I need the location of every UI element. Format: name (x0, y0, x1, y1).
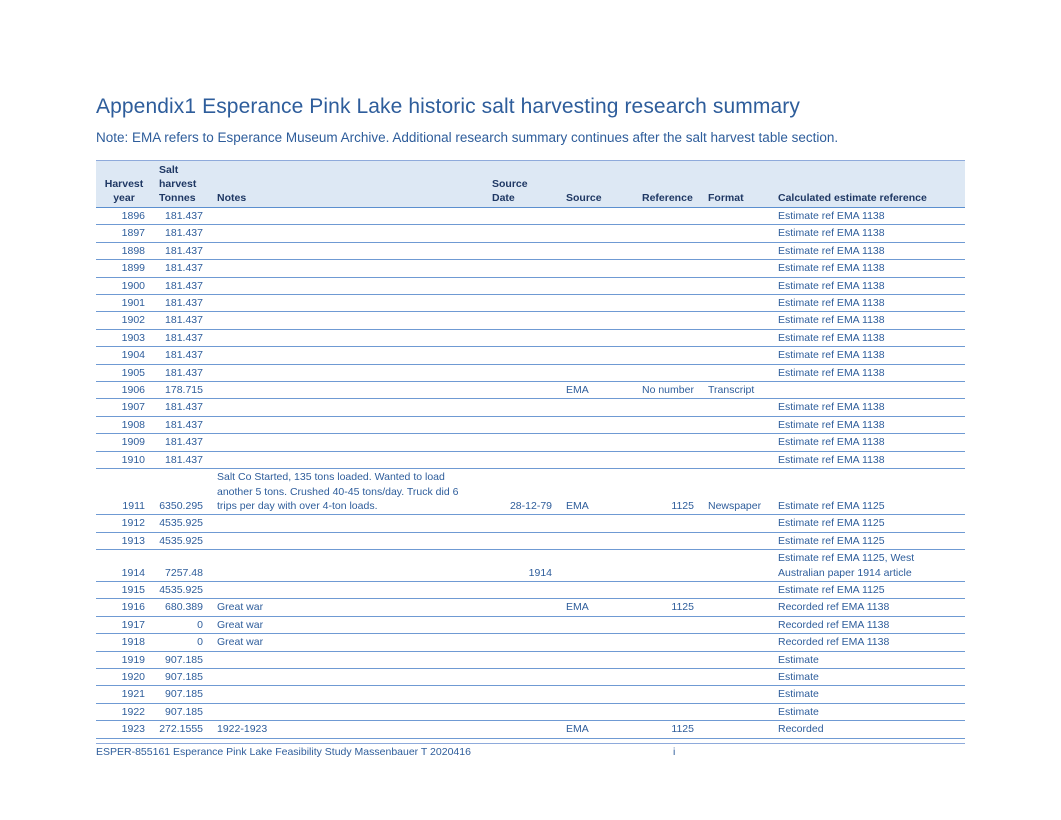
cell-source: EMA (559, 382, 635, 399)
cell-tonnes: 178.715 (152, 382, 210, 399)
cell-year: 1921 (96, 686, 152, 703)
cell-year: 1909 (96, 434, 152, 451)
cell-year: 1896 (96, 208, 152, 225)
cell-reference (635, 668, 701, 685)
cell-source-date (485, 434, 559, 451)
page-title: Appendix1 Esperance Pink Lake historic salt harvesting research summary (96, 95, 800, 118)
cell-source (559, 295, 635, 312)
cell-estimate-ref: Estimate ref EMA 1138 (771, 416, 965, 433)
cell-estimate-ref: Estimate ref EMA 1138 (771, 399, 965, 416)
cell-source (559, 312, 635, 329)
cell-format (701, 532, 771, 549)
table-row (96, 242, 965, 259)
cell-source-date (485, 451, 559, 468)
cell-estimate-ref: Recorded ref EMA 1138 (771, 599, 965, 616)
table-row (96, 277, 965, 294)
cell-year: 1906 (96, 382, 152, 399)
table-row (96, 451, 965, 468)
cell-source-date (485, 347, 559, 364)
cell-tonnes: 4535.925 (152, 515, 210, 532)
cell-estimate-ref: Estimate ref EMA 1138 (771, 277, 965, 294)
cell-year: 1910 (96, 451, 152, 468)
cell-source (559, 515, 635, 532)
cell-source-date (485, 329, 559, 346)
cell-format (701, 434, 771, 451)
cell-source (559, 651, 635, 668)
cell-source-date (485, 581, 559, 598)
cell-format: Transcript (701, 382, 771, 399)
cell-source (559, 416, 635, 433)
table-row (96, 225, 965, 242)
table-row (96, 599, 965, 616)
cell-tonnes: 7257.48 (152, 550, 210, 582)
note-text: Note: EMA refers to Esperance Museum Archive. Additional research summary continues after the salt harvest table section. (96, 130, 839, 145)
cell-reference (635, 329, 701, 346)
cell-source (559, 616, 635, 633)
table-row (96, 382, 965, 399)
table-row (96, 347, 965, 364)
cell-notes (210, 451, 485, 468)
cell-notes (210, 532, 485, 549)
table-row (96, 434, 965, 451)
cell-estimate-ref: Recorded ref EMA 1138 (771, 616, 965, 633)
cell-source (559, 581, 635, 598)
cell-year: 1914 (96, 550, 152, 582)
cell-estimate-ref: Estimate ref EMA 1138 (771, 242, 965, 259)
footer-page-number: i (673, 746, 676, 758)
cell-source-date (485, 651, 559, 668)
cell-notes: Salt Co Started, 135 tons loaded. Wanted to load another 5 tons. Crushed 40-45 tons/day. Truck did 6 trips per day with over 4-ton loads. (210, 469, 485, 515)
cell-format (701, 651, 771, 668)
table-row (96, 399, 965, 416)
cell-format (701, 364, 771, 381)
cell-estimate-ref: Estimate (771, 686, 965, 703)
cell-source (559, 242, 635, 259)
cell-source-date (485, 532, 559, 549)
cell-notes (210, 347, 485, 364)
cell-format (701, 668, 771, 685)
table-row (96, 634, 965, 651)
cell-year: 1912 (96, 515, 152, 532)
cell-source: EMA (559, 469, 635, 515)
cell-format (701, 599, 771, 616)
cell-notes (210, 581, 485, 598)
cell-year: 1923 (96, 721, 152, 738)
cell-format (701, 581, 771, 598)
cell-source (559, 634, 635, 651)
cell-format (701, 277, 771, 294)
cell-format: Newspaper (701, 469, 771, 515)
cell-source (559, 364, 635, 381)
col-header-format: Format (701, 161, 771, 208)
cell-source-date (485, 242, 559, 259)
cell-format (701, 686, 771, 703)
table-row (96, 469, 965, 515)
cell-estimate-ref: Estimate ref EMA 1138 (771, 329, 965, 346)
cell-notes: 1922-1923 (210, 721, 485, 738)
cell-year: 1901 (96, 295, 152, 312)
cell-notes (210, 329, 485, 346)
cell-source (559, 225, 635, 242)
cell-notes (210, 242, 485, 259)
cell-year: 1915 (96, 581, 152, 598)
cell-source (559, 703, 635, 720)
cell-estimate-ref: Estimate ref EMA 1138 (771, 295, 965, 312)
cell-reference (635, 581, 701, 598)
cell-tonnes: 4535.925 (152, 532, 210, 549)
cell-reference (635, 434, 701, 451)
cell-reference: 1125 (635, 469, 701, 515)
cell-notes (210, 382, 485, 399)
cell-notes (210, 434, 485, 451)
cell-notes (210, 399, 485, 416)
cell-reference (635, 242, 701, 259)
cell-notes: Great war (210, 616, 485, 633)
col-header-estimate-ref: Calculated estimate reference (771, 161, 965, 208)
cell-notes (210, 686, 485, 703)
cell-year: 1918 (96, 634, 152, 651)
cell-reference (635, 208, 701, 225)
cell-format (701, 721, 771, 738)
cell-notes (210, 668, 485, 685)
table-row (96, 651, 965, 668)
cell-reference (635, 515, 701, 532)
cell-year: 1919 (96, 651, 152, 668)
table-row (96, 686, 965, 703)
cell-reference (635, 364, 701, 381)
cell-year: 1900 (96, 277, 152, 294)
cell-reference (635, 532, 701, 549)
footer-divider (96, 743, 965, 744)
table-row (96, 532, 965, 549)
cell-source-date (485, 668, 559, 685)
cell-source-date (485, 260, 559, 277)
table-row (96, 416, 965, 433)
table-row (96, 703, 965, 720)
cell-source (559, 451, 635, 468)
table-row (96, 329, 965, 346)
cell-notes (210, 515, 485, 532)
cell-year: 1916 (96, 599, 152, 616)
col-header-reference: Reference (635, 161, 701, 208)
cell-year: 1913 (96, 532, 152, 549)
table-row (96, 364, 965, 381)
cell-reference (635, 277, 701, 294)
cell-reference (635, 260, 701, 277)
cell-format (701, 550, 771, 582)
table-row (96, 721, 965, 738)
cell-notes: Great war (210, 634, 485, 651)
cell-source: EMA (559, 721, 635, 738)
cell-reference (635, 703, 701, 720)
cell-tonnes: 181.437 (152, 364, 210, 381)
cell-tonnes: 181.437 (152, 312, 210, 329)
cell-tonnes: 680.389 (152, 599, 210, 616)
cell-source (559, 329, 635, 346)
cell-source-date (485, 515, 559, 532)
cell-year: 1922 (96, 703, 152, 720)
cell-reference (635, 451, 701, 468)
cell-year: 1908 (96, 416, 152, 433)
cell-source (559, 347, 635, 364)
cell-source (559, 550, 635, 582)
cell-notes (210, 416, 485, 433)
cell-tonnes: 0 (152, 616, 210, 633)
cell-source-date (485, 634, 559, 651)
cell-notes (210, 295, 485, 312)
cell-reference (635, 616, 701, 633)
cell-source (559, 434, 635, 451)
cell-source-date: 1914 (485, 550, 559, 582)
cell-tonnes: 181.437 (152, 208, 210, 225)
cell-source-date (485, 416, 559, 433)
cell-source-date (485, 721, 559, 738)
table-row (96, 668, 965, 685)
col-header-source-date: Source Date (485, 161, 559, 208)
cell-estimate-ref: Estimate ref EMA 1138 (771, 260, 965, 277)
cell-tonnes: 907.185 (152, 703, 210, 720)
cell-tonnes: 181.437 (152, 347, 210, 364)
cell-estimate-ref: Estimate (771, 703, 965, 720)
table-row (96, 260, 965, 277)
cell-source-date: 28-12-79 (485, 469, 559, 515)
cell-reference (635, 686, 701, 703)
cell-estimate-ref: Recorded ref EMA 1138 (771, 634, 965, 651)
cell-reference (635, 347, 701, 364)
cell-estimate-ref: Recorded (771, 721, 965, 738)
cell-source-date (485, 312, 559, 329)
col-header-year: Harvest year (96, 161, 152, 208)
cell-tonnes: 907.185 (152, 651, 210, 668)
cell-year: 1902 (96, 312, 152, 329)
cell-format (701, 616, 771, 633)
cell-notes (210, 550, 485, 582)
cell-estimate-ref: Estimate ref EMA 1138 (771, 347, 965, 364)
table-row (96, 616, 965, 633)
cell-tonnes: 181.437 (152, 434, 210, 451)
salt-harvest-table (96, 160, 965, 739)
cell-format (701, 295, 771, 312)
cell-reference (635, 312, 701, 329)
cell-format (701, 416, 771, 433)
cell-notes (210, 277, 485, 294)
cell-tonnes: 272.1555 (152, 721, 210, 738)
cell-estimate-ref: Estimate ref EMA 1125 (771, 515, 965, 532)
cell-source (559, 532, 635, 549)
table-row (96, 208, 965, 225)
cell-reference (635, 634, 701, 651)
cell-estimate-ref: Estimate (771, 668, 965, 685)
cell-notes (210, 225, 485, 242)
cell-notes (210, 651, 485, 668)
table-row (96, 581, 965, 598)
cell-tonnes: 181.437 (152, 295, 210, 312)
cell-format (701, 634, 771, 651)
cell-notes (210, 364, 485, 381)
cell-format (701, 208, 771, 225)
cell-source (559, 686, 635, 703)
cell-reference: 1125 (635, 721, 701, 738)
cell-format (701, 329, 771, 346)
cell-format (701, 399, 771, 416)
cell-format (701, 703, 771, 720)
cell-estimate-ref: Estimate ref EMA 1138 (771, 225, 965, 242)
cell-year: 1911 (96, 469, 152, 515)
cell-tonnes: 181.437 (152, 277, 210, 294)
cell-reference (635, 550, 701, 582)
cell-notes (210, 208, 485, 225)
cell-estimate-ref: Estimate ref EMA 1138 (771, 312, 965, 329)
cell-format (701, 242, 771, 259)
cell-format (701, 451, 771, 468)
cell-tonnes: 6350.295 (152, 469, 210, 515)
cell-format (701, 312, 771, 329)
cell-year: 1904 (96, 347, 152, 364)
cell-format (701, 225, 771, 242)
cell-source-date (485, 382, 559, 399)
cell-year: 1903 (96, 329, 152, 346)
cell-estimate-ref: Estimate ref EMA 1125 (771, 581, 965, 598)
cell-estimate-ref: Estimate ref EMA 1125, West Australian paper 1914 article (771, 550, 965, 582)
cell-tonnes: 907.185 (152, 686, 210, 703)
cell-estimate-ref: Estimate ref EMA 1138 (771, 208, 965, 225)
cell-tonnes: 4535.925 (152, 581, 210, 598)
cell-reference: No number (635, 382, 701, 399)
cell-source-date (485, 277, 559, 294)
cell-format (701, 347, 771, 364)
cell-source (559, 260, 635, 277)
cell-format (701, 515, 771, 532)
cell-tonnes: 181.437 (152, 451, 210, 468)
cell-estimate-ref: Estimate ref EMA 1138 (771, 434, 965, 451)
col-header-tonnes: Salt harvest Tonnes (152, 161, 210, 208)
footer-document-id: ESPER-855161 Esperance Pink Lake Feasibility Study Massenbauer T 2020416 (96, 746, 471, 758)
cell-reference (635, 399, 701, 416)
cell-tonnes: 181.437 (152, 242, 210, 259)
cell-reference (635, 651, 701, 668)
cell-reference (635, 295, 701, 312)
col-header-notes: Notes (210, 161, 485, 208)
cell-estimate-ref: Estimate (771, 651, 965, 668)
cell-year: 1907 (96, 399, 152, 416)
cell-year: 1898 (96, 242, 152, 259)
cell-format (701, 260, 771, 277)
cell-source-date (485, 686, 559, 703)
cell-source (559, 208, 635, 225)
cell-tonnes: 0 (152, 634, 210, 651)
cell-source (559, 668, 635, 685)
cell-tonnes: 181.437 (152, 225, 210, 242)
table-row (96, 312, 965, 329)
table-header-row (96, 161, 965, 208)
cell-source-date (485, 599, 559, 616)
cell-estimate-ref: Estimate ref EMA 1138 (771, 451, 965, 468)
table-row (96, 295, 965, 312)
cell-source (559, 277, 635, 294)
cell-source-date (485, 295, 559, 312)
cell-source (559, 399, 635, 416)
cell-reference (635, 225, 701, 242)
cell-reference: 1125 (635, 599, 701, 616)
cell-tonnes: 181.437 (152, 329, 210, 346)
cell-source-date (485, 225, 559, 242)
cell-estimate-ref (771, 382, 965, 399)
cell-notes (210, 312, 485, 329)
cell-source-date (485, 703, 559, 720)
cell-source-date (485, 399, 559, 416)
table-body (96, 208, 965, 739)
cell-tonnes: 907.185 (152, 668, 210, 685)
cell-year: 1899 (96, 260, 152, 277)
cell-estimate-ref: Estimate ref EMA 1138 (771, 364, 965, 381)
cell-tonnes: 181.437 (152, 260, 210, 277)
cell-source-date (485, 208, 559, 225)
table-row (96, 515, 965, 532)
cell-tonnes: 181.437 (152, 416, 210, 433)
col-header-source: Source (559, 161, 635, 208)
cell-source-date (485, 364, 559, 381)
cell-year: 1920 (96, 668, 152, 685)
cell-year: 1905 (96, 364, 152, 381)
cell-notes (210, 703, 485, 720)
cell-tonnes: 181.437 (152, 399, 210, 416)
cell-year: 1897 (96, 225, 152, 242)
cell-notes (210, 260, 485, 277)
table-row (96, 550, 965, 582)
cell-source-date (485, 616, 559, 633)
cell-source: EMA (559, 599, 635, 616)
cell-reference (635, 416, 701, 433)
cell-estimate-ref: Estimate ref EMA 1125 (771, 532, 965, 549)
cell-notes: Great war (210, 599, 485, 616)
cell-estimate-ref: Estimate ref EMA 1125 (771, 469, 965, 515)
cell-year: 1917 (96, 616, 152, 633)
